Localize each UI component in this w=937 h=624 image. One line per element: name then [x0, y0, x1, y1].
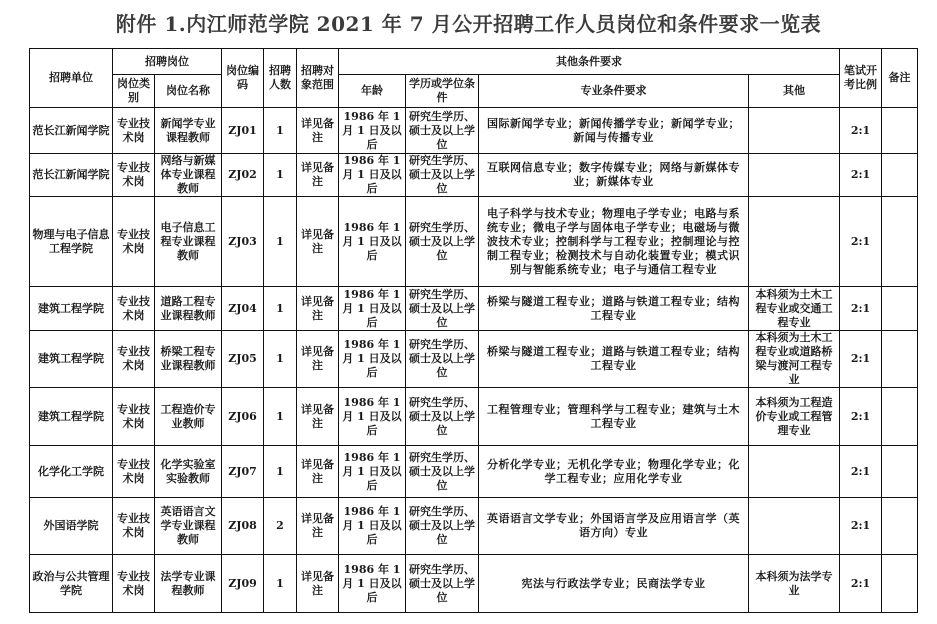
cell-scope: 详见备注 [297, 287, 339, 331]
cell-major: 互联网信息专业；数字传媒专业；网络与新媒体专业；新媒体专业 [479, 154, 749, 197]
cell-count: 1 [264, 287, 297, 331]
cell-unit: 建筑工程学院 [30, 287, 113, 331]
cell-remark [882, 197, 918, 287]
cell-name: 法学专业课程教师 [155, 555, 222, 613]
cell-type: 专业技术岗 [113, 498, 155, 555]
cell-type: 专业技术岗 [113, 331, 155, 388]
cell-scope: 详见备注 [297, 498, 339, 555]
header-position-type: 岗位类别 [113, 75, 155, 108]
cell-type: 专业技术岗 [113, 154, 155, 197]
cell-education: 研究生学历、硕士及以上学位 [406, 446, 479, 498]
cell-other: 本科须为工程造价专业或工程管理专业 [749, 388, 840, 446]
cell-type: 专业技术岗 [113, 555, 155, 613]
cell-ratio: 2:1 [840, 331, 882, 388]
header-other-requirements: 其他条件要求 [339, 49, 840, 75]
cell-count: 1 [264, 388, 297, 446]
cell-remark [882, 446, 918, 498]
header-major: 专业条件要求 [479, 75, 749, 108]
header-remark: 备注 [882, 49, 918, 108]
cell-ratio: 2:1 [840, 498, 882, 555]
cell-count: 1 [264, 197, 297, 287]
cell-unit: 外国语学院 [30, 498, 113, 555]
cell-ratio: 2:1 [840, 154, 882, 197]
cell-other [749, 108, 840, 154]
cell-name: 桥梁工程专业课程教师 [155, 331, 222, 388]
cell-remark [882, 555, 918, 613]
cell-type: 专业技术岗 [113, 446, 155, 498]
cell-name: 化学实验室实验教师 [155, 446, 222, 498]
cell-count: 1 [264, 446, 297, 498]
cell-major: 英语语言文学专业；外国语言学及应用语言学（英语方向）专业 [479, 498, 749, 555]
cell-other [749, 154, 840, 197]
cell-count: 1 [264, 108, 297, 154]
cell-scope: 详见备注 [297, 446, 339, 498]
cell-code: ZJ05 [222, 331, 264, 388]
table-row [30, 287, 918, 331]
cell-other [749, 498, 840, 555]
cell-education: 研究生学历、硕士及以上学位 [406, 388, 479, 446]
cell-age: 1986 年 1 月 1 日及以后 [339, 555, 406, 613]
cell-name: 电子信息工程专业课程教师 [155, 197, 222, 287]
cell-code: ZJ07 [222, 446, 264, 498]
header-position-group: 招聘岗位 [113, 49, 222, 75]
cell-major: 桥梁与隧道工程专业；道路与铁道工程专业；结构工程专业 [479, 331, 749, 388]
cell-other [749, 197, 840, 287]
header-ratio: 笔试开考比例 [840, 49, 882, 108]
cell-scope: 详见备注 [297, 331, 339, 388]
cell-count: 1 [264, 331, 297, 388]
header-count: 招聘人数 [264, 49, 297, 108]
cell-count: 1 [264, 555, 297, 613]
cell-count: 1 [264, 154, 297, 197]
cell-name: 英语语言文学专业课程教师 [155, 498, 222, 555]
cell-major: 桥梁与隧道工程专业；道路与铁道工程专业；结构工程专业 [479, 287, 749, 331]
cell-type: 专业技术岗 [113, 197, 155, 287]
cell-other: 本科须为土木工程专业或交通工程专业 [749, 287, 840, 331]
cell-ratio: 2:1 [840, 446, 882, 498]
cell-age: 1986 年 1 月 1 日及以后 [339, 388, 406, 446]
cell-ratio: 2:1 [840, 555, 882, 613]
cell-remark [882, 388, 918, 446]
cell-unit: 化学化工学院 [30, 446, 113, 498]
cell-type: 专业技术岗 [113, 108, 155, 154]
cell-scope: 详见备注 [297, 388, 339, 446]
cell-remark [882, 287, 918, 331]
cell-type: 专业技术岗 [113, 287, 155, 331]
cell-major: 分析化学专业；无机化学专业；物理化学专业；化学工程专业；应用化学专业 [479, 446, 749, 498]
cell-scope: 详见备注 [297, 154, 339, 197]
cell-age: 1986 年 1 月 1 日及以后 [339, 197, 406, 287]
cell-age: 1986 年 1 月 1 日及以后 [339, 108, 406, 154]
cell-scope: 详见备注 [297, 197, 339, 287]
cell-name: 网络与新媒体专业课程教师 [155, 154, 222, 197]
cell-name: 新闻学专业课程教师 [155, 108, 222, 154]
cell-education: 研究生学历、硕士及以上学位 [406, 197, 479, 287]
cell-education: 研究生学历、硕士及以上学位 [406, 555, 479, 613]
recruitment-table [29, 48, 918, 613]
table-row [30, 108, 918, 154]
cell-other [749, 446, 840, 498]
cell-code: ZJ03 [222, 197, 264, 287]
header-education: 学历或学位条件 [406, 75, 479, 108]
cell-major: 国际新闻学专业；新闻传播学专业；新闻学专业；新闻与传播专业 [479, 108, 749, 154]
cell-unit: 物理与电子信息工程学院 [30, 197, 113, 287]
cell-unit: 建筑工程学院 [30, 331, 113, 388]
cell-unit: 建筑工程学院 [30, 388, 113, 446]
cell-major: 电子科学与技术专业；物理电子学专业；电路与系统专业；微电子学与固体电子学专业；电磁场与微波技术专业；控制科学与工程专业；控制理论与控制工程专业；检测技术与自动化装置专业；模式识别与智能系统专业；电子与通信工程专业 [479, 197, 749, 287]
cell-code: ZJ04 [222, 287, 264, 331]
cell-type: 专业技术岗 [113, 388, 155, 446]
header-position-name: 岗位名称 [155, 75, 222, 108]
cell-education: 研究生学历、硕士及以上学位 [406, 108, 479, 154]
header-other: 其他 [749, 75, 840, 108]
table-row [30, 197, 918, 287]
document-title: 附件 1.内江师范学院 2021 年 7 月公开招聘工作人员岗位和条件要求一览表 [115, 12, 822, 36]
cell-ratio: 2:1 [840, 108, 882, 154]
cell-age: 1986 年 1 月 1 日及以后 [339, 331, 406, 388]
cell-name: 工程造价专业教师 [155, 388, 222, 446]
table-row [30, 388, 918, 446]
cell-scope: 详见备注 [297, 555, 339, 613]
cell-unit: 范长江新闻学院 [30, 108, 113, 154]
cell-education: 研究生学历、硕士及以上学位 [406, 287, 479, 331]
cell-education: 研究生学历、硕士及以上学位 [406, 154, 479, 197]
cell-unit: 范长江新闻学院 [30, 154, 113, 197]
cell-other: 本科须为土木工程专业或道路桥梁与渡河工程专业 [749, 331, 840, 388]
table-row [30, 154, 918, 197]
table-row [30, 446, 918, 498]
cell-age: 1986 年 1 月 1 日及以后 [339, 446, 406, 498]
cell-name: 道路工程专业课程教师 [155, 287, 222, 331]
header-position-code: 岗位编码 [222, 49, 264, 108]
table-row [30, 331, 918, 388]
header-unit: 招聘单位 [30, 49, 113, 108]
header-age: 年龄 [339, 75, 406, 108]
cell-education: 研究生学历、硕士及以上学位 [406, 498, 479, 555]
cell-remark [882, 154, 918, 197]
cell-ratio: 2:1 [840, 388, 882, 446]
cell-ratio: 2:1 [840, 197, 882, 287]
cell-code: ZJ02 [222, 154, 264, 197]
cell-remark [882, 498, 918, 555]
table-row [30, 555, 918, 613]
cell-unit: 政治与公共管理学院 [30, 555, 113, 613]
cell-age: 1986 年 1 月 1 日及以后 [339, 154, 406, 197]
cell-major: 工程管理专业；管理科学与工程专业；建筑与土木工程专业 [479, 388, 749, 446]
cell-count: 2 [264, 498, 297, 555]
cell-ratio: 2:1 [840, 287, 882, 331]
cell-scope: 详见备注 [297, 108, 339, 154]
cell-code: ZJ06 [222, 388, 264, 446]
cell-remark [882, 331, 918, 388]
cell-education: 研究生学历、硕士及以上学位 [406, 331, 479, 388]
header-scope: 招聘对象范围 [297, 49, 339, 108]
cell-age: 1986 年 1 月 1 日及以后 [339, 498, 406, 555]
cell-code: ZJ08 [222, 498, 264, 555]
cell-age: 1986 年 1 月 1 日及以后 [339, 287, 406, 331]
cell-major: 宪法与行政法学专业；民商法学专业 [479, 555, 749, 613]
cell-other: 本科须为法学专业 [749, 555, 840, 613]
cell-code: ZJ01 [222, 108, 264, 154]
cell-remark [882, 108, 918, 154]
cell-code: ZJ09 [222, 555, 264, 613]
table-row [30, 498, 918, 555]
